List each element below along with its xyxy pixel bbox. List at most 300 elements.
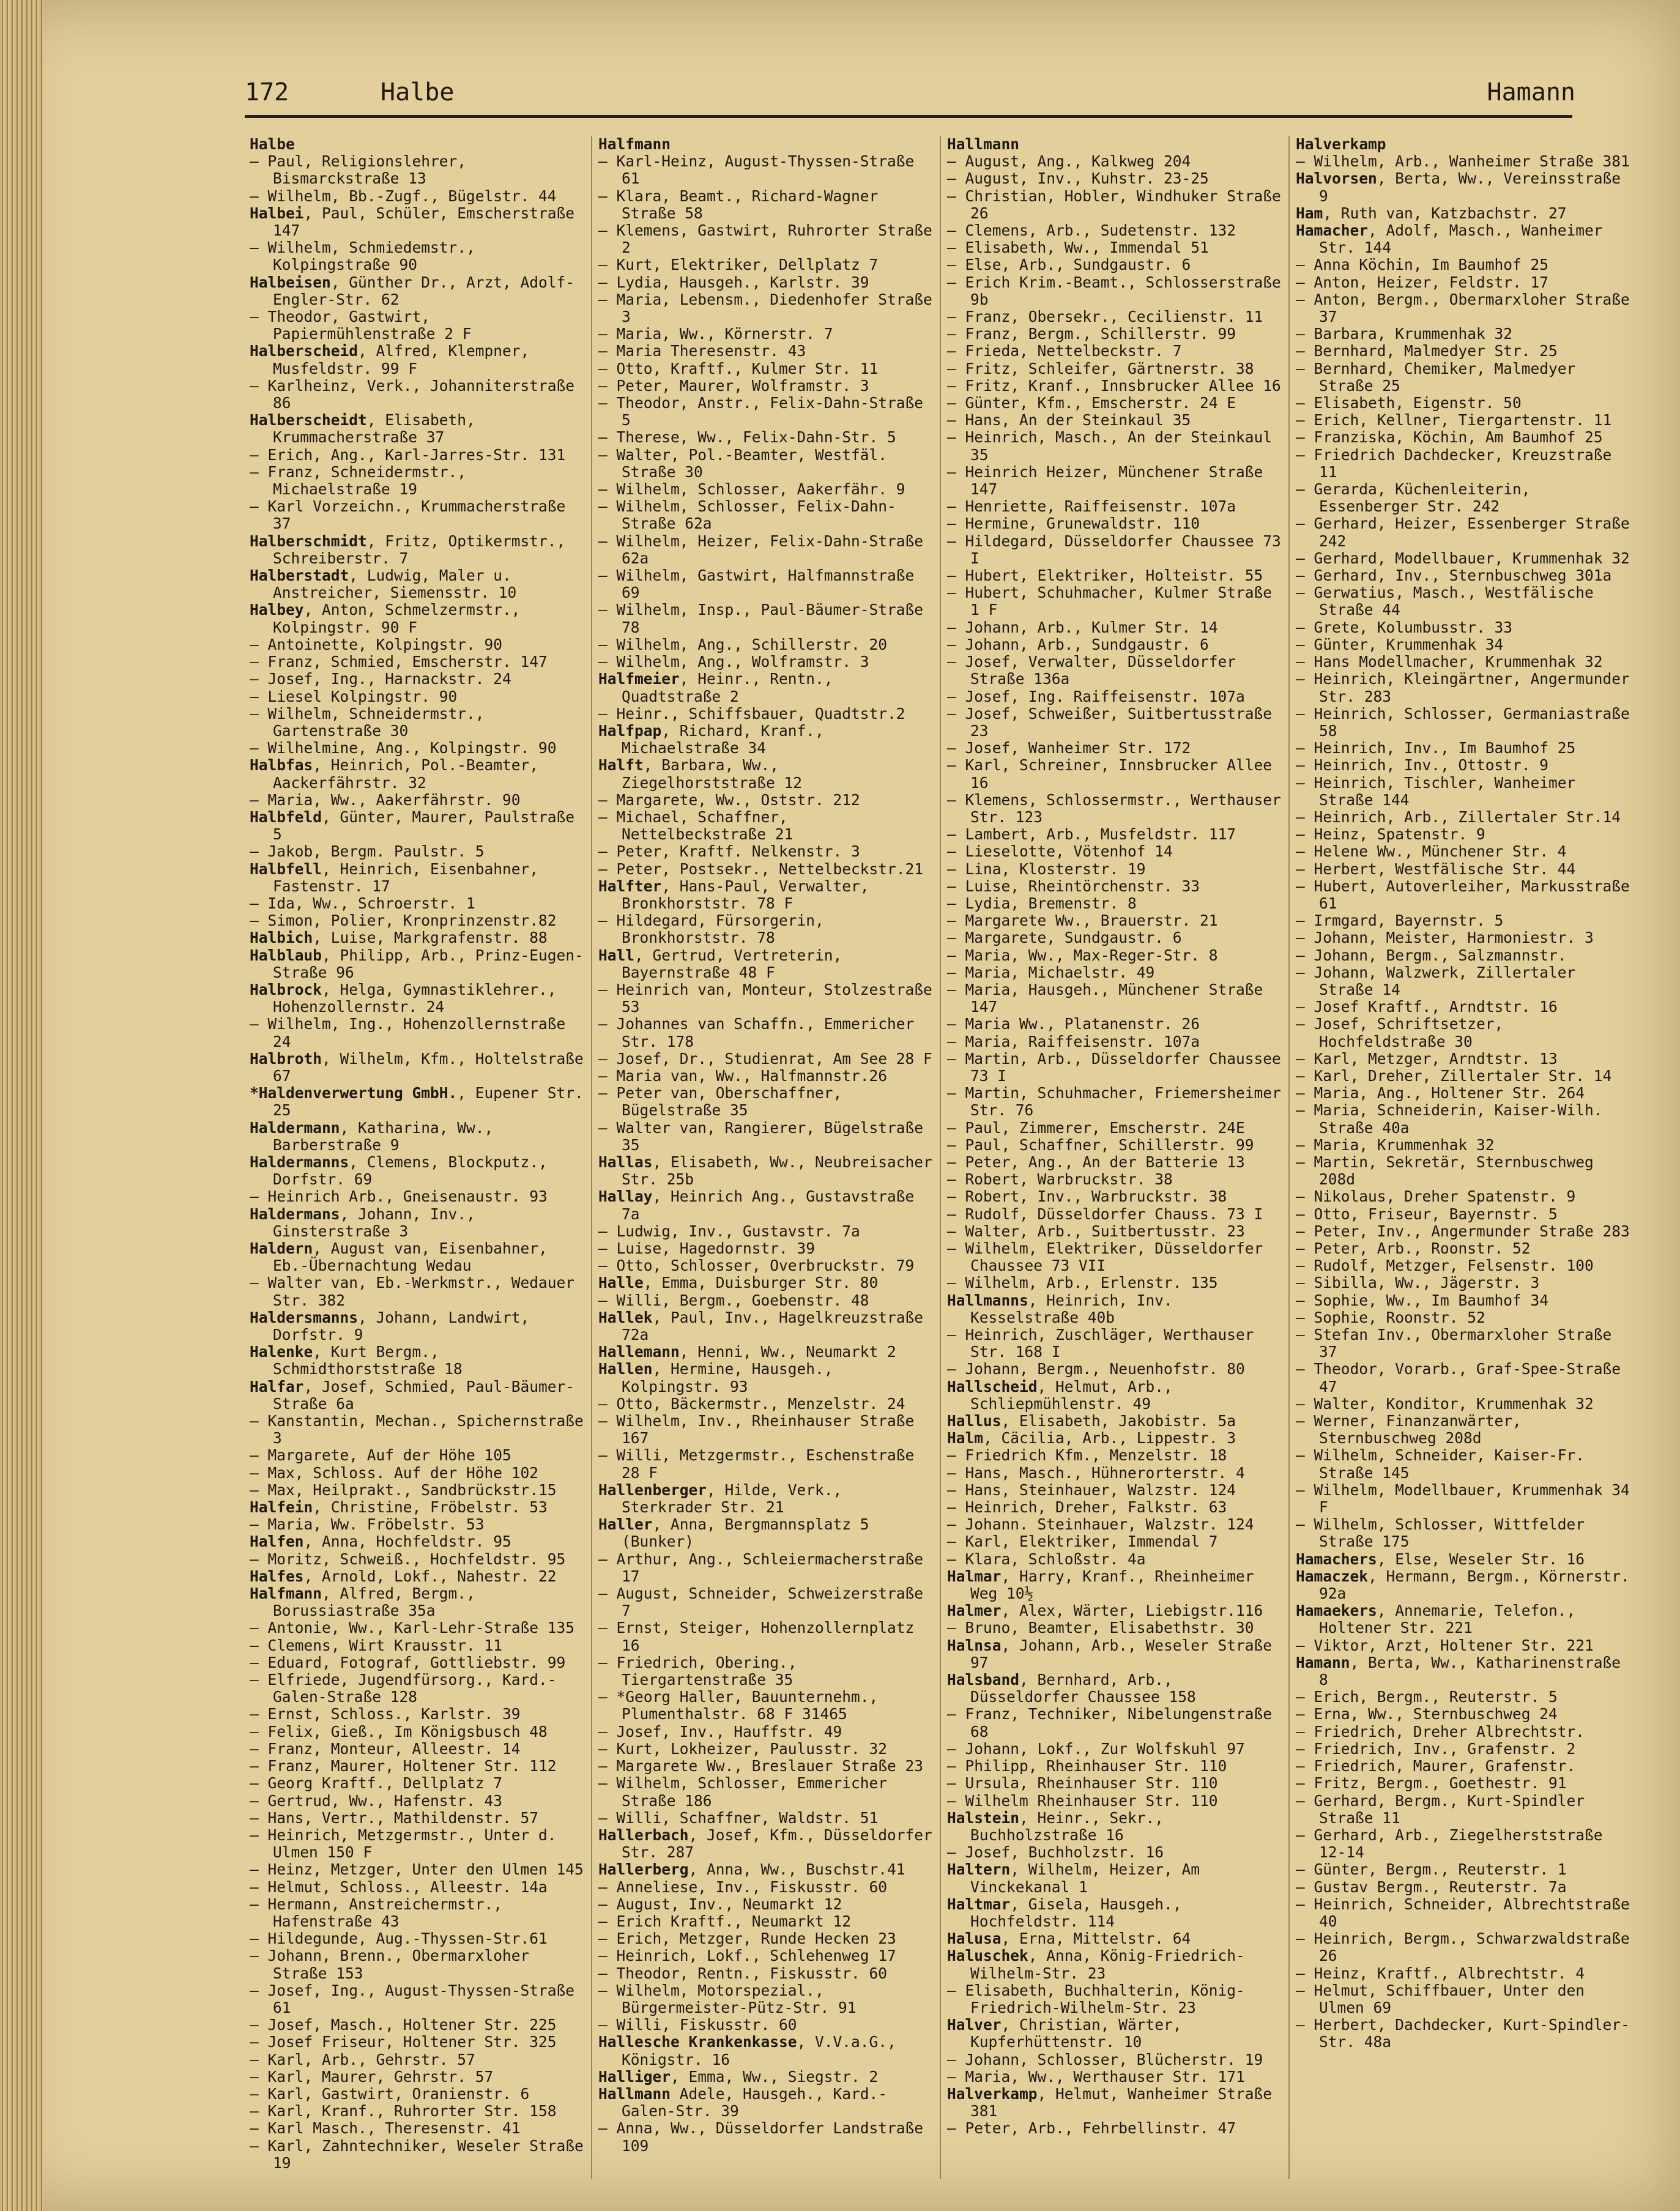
directory-entry: Halberscheid, Alfred, Klempner, Musfeldstr. 99 F (250, 342, 530, 377)
directory-entry: — August, Ang., Kalkweg 204 (947, 152, 1191, 171)
directory-entry: Hallek, Paul, Inv., Hagelkreuzstraße 72a (598, 1308, 924, 1344)
directory-entry: — Erich Krim.-Beamt., Schlosserstraße 9b (947, 273, 1281, 308)
directory-entry: — Josef, Wanheimer Str. 172 (947, 739, 1191, 757)
directory-entry: — Maria van, Ww., Halfmannstr.26 (598, 1066, 888, 1085)
directory-entry: — Karl, Zahntechniker, Weseler Straße 19 (250, 2136, 584, 2172)
directory-entry: — Karlheinz, Verk., Johanniterstraße 86 (250, 376, 575, 412)
directory-entry: — Heinrich, Zuschläger, Werthauser Str. 168 I (947, 1326, 1254, 1361)
directory-entry: Haltern, Wilhelm, Heizer, Am Vinckekanal 1 (947, 1860, 1200, 1896)
directory-column-4 (1296, 136, 1638, 2179)
directory-entry: — Karl, Maurer, Gehrstr. 57 (250, 2067, 494, 2086)
directory-entry: — Franz, Bergm., Schillerstr. 99 (947, 325, 1236, 343)
directory-entry: — Else, Arb., Sundgaustr. 6 (947, 256, 1191, 274)
directory-entry: Halbfas, Heinrich, Pol.-Beamter, Aackerfährstr. 32 (250, 756, 539, 792)
directory-entry: — Wilhelmine, Ang., Kolpingstr. 90 (250, 739, 557, 757)
directory-entry: — Friedrich, Inv., Grafenstr. 2 (1296, 1739, 1576, 1758)
directory-entry: Halfpap, Richard, Kranf., Michaelstraße 34 (598, 721, 824, 757)
directory-entry: — Fritz, Schleifer, Gärtnerstr. 38 (947, 359, 1254, 377)
directory-entry: — Heinrich, Inv., Ottostr. 9 (1296, 756, 1549, 775)
directory-entry: — Frieda, Nettelbeckstr. 7 (947, 342, 1182, 360)
directory-entry: — Wilhelm, Arb., Erlenstr. 135 (947, 1274, 1218, 1292)
directory-entry: — Herbert, Dachdecker, Kurt-Spindler-Str. 48a (1296, 2016, 1630, 2051)
directory-entry: — Friedrich, Dreher Albrechtstr. (1296, 1722, 1585, 1741)
directory-entry: — Georg Kraftf., Dellplatz 7 (250, 1774, 503, 1793)
directory-entry: — Wilhelm, Ang., Schillerstr. 20 (598, 635, 888, 653)
directory-entry: — Maria, Hausgeh., Münchener Straße 147 (947, 980, 1263, 1016)
directory-entry: — Heinrich, Dreher, Falkstr. 63 (947, 1498, 1227, 1517)
directory-entry: — Friedrich Dachdecker, Kreuzstraße 11 (1296, 445, 1612, 481)
directory-entry: — Margarete, Sundgaustr. 6 (947, 929, 1182, 947)
directory-entry: — Karl, Schreiner, Innsbrucker Allee 16 (947, 756, 1273, 792)
directory-entry: — Josef, Verwalter, Düsseldorfer Straße 136a (947, 653, 1236, 688)
directory-entry: — Maria, Schneiderin, Kaiser-Wilh. Straße 40a (1296, 1101, 1603, 1137)
directory-entry: — Margarete, Auf der Höhe 105 (250, 1446, 511, 1465)
directory-entry: Halstein, Heinr., Sekr., Buchholzstraße 16 (947, 1808, 1164, 1844)
directory-entry: — Irmgard, Bayernstr. 5 (1296, 912, 1504, 930)
directory-entry: — Stefan Inv., Obermarxloher Straße 37 (1296, 1326, 1612, 1361)
directory-entry: — Lambert, Arb., Musfeldstr. 117 (947, 825, 1236, 844)
directory-entry: — Hans, An der Steinkaul 35 (947, 411, 1191, 429)
directory-entry: — Wilhelm, Insp., Paul-Bäumer-Straße 78 (598, 601, 924, 636)
directory-entry: — Johann, Meister, Harmoniestr. 3 (1296, 929, 1594, 947)
directory-entry: — Antoinette, Kolpingstr. 90 (250, 635, 503, 653)
directory-entry: — Günter, Kfm., Emscherstr. 24 E (947, 394, 1236, 412)
directory-entry: — Gerarda, Küchenleiterin, Essenberger Str. 242 (1296, 480, 1531, 516)
directory-entry: — Johann, Walzwerk, Zillertaler Straße 14 (1296, 963, 1576, 998)
directory-entry: — Peter, Inv., Angermunder Straße 283 (1296, 1222, 1630, 1240)
directory-entry: — Erich, Ang., Karl-Jarres-Str. 131 (250, 445, 566, 464)
directory-entry: — Maria, Ww., Werthauser Str. 171 (947, 2067, 1245, 2086)
directory-entry: — Willi, Schaffner, Waldstr. 51 (598, 1808, 879, 1827)
directory-entry: Halbey, Anton, Schmelzermstr., Kolpingstr. 90 F (250, 601, 521, 636)
directory-entry: — Elfriede, Jugendfürsorg., Kard.-Galen-Straße 128 (250, 1671, 557, 1706)
directory-entry: — Peter van, Oberschaffner, Bügelstraße 35 (598, 1084, 842, 1120)
directory-entry: Halfar, Josef, Schmied, Paul-Bäumer-Straße 6a (250, 1377, 575, 1413)
directory-entry: — Heinr., Schiffsbauer, Quadtstr.2 (598, 704, 905, 723)
directory-entry: Hallas, Elisabeth, Ww., Neubreisacher Str. 25b (598, 1153, 932, 1189)
directory-entry: Halfmeier, Heinr., Rentn., Quadtstraße 2 (598, 670, 833, 705)
directory-entry: — Gerhard, Bergm., Kurt-Spindler Straße 11 (1296, 1791, 1585, 1827)
directory-entry: — Klemens, Schlossermstr., Werthauser Str. 123 (947, 790, 1281, 826)
directory-entry: — Wilhelm, Schneider, Kaiser-Fr. Straße 145 (1296, 1446, 1585, 1482)
directory-entry: — Heinz, Kraftf., Albrechtstr. 4 (1296, 1964, 1585, 1982)
directory-entry: — Gertrud, Ww., Hafenstr. 43 (250, 1791, 503, 1810)
directory-entry: — Hans, Masch., Hühnerorterstr. 4 (947, 1463, 1245, 1482)
directory-entry: Halfen, Anna, Hochfeldstr. 95 (250, 1533, 511, 1551)
directory-entry: — Lina, Klosterstr. 19 (947, 860, 1146, 878)
directory-entry: — Max, Heilprakt., Sandbrückstr.15 (250, 1481, 557, 1499)
directory-entry: — Josef, Masch., Holtener Str. 225 (250, 2016, 557, 2034)
directory-entry: — Bernhard, Malmedyer Str. 25 (1296, 342, 1558, 360)
directory-entry: — Sophie, Roonstr. 52 (1296, 1308, 1485, 1326)
directory-entry: — Gerhard, Inv., Sternbuschweg 301a (1296, 567, 1612, 585)
directory-entry: — Therese, Ww., Felix-Dahn-Str. 5 (598, 428, 896, 447)
directory-entry: — Wilhelm, Bb.-Zugf., Bügelstr. 44 (250, 187, 557, 205)
directory-entry: — Willi, Fiskusstr. 60 (598, 2016, 797, 2034)
directory-entry: — Erich, Bergm., Reuterstr. 5 (1296, 1688, 1558, 1706)
directory-entry: — Wilhelm, Gastwirt, Halfmannstraße 69 (598, 567, 915, 602)
directory-entry: — Paul, Schaffner, Schillerstr. 99 (947, 1135, 1254, 1154)
directory-entry: — Heinrich, Tischler, Wanheimer Straße 144 (1296, 773, 1576, 809)
directory-entry: — Gerhard, Heizer, Essenberger Straße 242 (1296, 515, 1630, 550)
directory-entry: — Nikolaus, Dreher Spatenstr. 9 (1296, 1187, 1576, 1206)
directory-entry: — Theodor, Gastwirt, Papiermühlenstraße 2 F (250, 308, 472, 343)
directory-entry: — Heinrich Arb., Gneisenaustr. 93 (250, 1187, 548, 1206)
directory-entry: — Franz, Techniker, Nibelungenstraße 68 (947, 1705, 1273, 1741)
directory-entry: Halbeisen, Günther Dr., Arzt, Adolf-Engler-Str. 62 (250, 273, 575, 308)
directory-entry: — Maria, Lebensm., Diedenhofer Straße 3 (598, 290, 932, 326)
directory-entry: Hamaczek, Hermann, Bergm., Körnerstr. 92a (1296, 1567, 1630, 1603)
directory-entry: Hallmann (947, 136, 1020, 153)
directory-entry: — Ernst, Steiger, Hohenzollernplatz 16 (598, 1619, 915, 1654)
directory-entry: — Sophie, Ww., Im Baumhof 34 (1296, 1291, 1549, 1309)
directory-entry: — Otto, Bäckermstr., Menzelstr. 24 (598, 1394, 905, 1413)
directory-entry: — Klara, Beamt., Richard-Wagner Straße 58 (598, 187, 879, 222)
directory-entry: — Moritz, Schweiß., Hochfeldstr. 95 (250, 1550, 566, 1568)
directory-entry: Halbfell, Heinrich, Eisenbahner, Fastenstr. 17 (250, 860, 539, 895)
directory-entry: — Wilhelm, Inv., Rheinhauser Straße 167 (598, 1412, 915, 1447)
directory-entry: — Peter, Postsekr., Nettelbeckstr.21 (598, 860, 924, 878)
directory-entry: — Franz, Schneidermstr., Michaelstraße 19 (250, 463, 467, 499)
directory-column-2 (598, 136, 941, 2179)
directory-entry: Halbrock, Helga, Gymnastiklehrer., Hohenzollernstr. 24 (250, 980, 557, 1016)
directory-entry: — Rudolf, Düsseldorfer Chauss. 73 I (947, 1205, 1263, 1223)
directory-entry: Haldersmanns, Johann, Landwirt, Dorfstr. 9 (250, 1308, 530, 1344)
directory-column-1 (250, 136, 592, 2179)
directory-entry: Halnsa, Johann, Arb., Weseler Straße 97 (947, 1636, 1273, 1671)
directory-entry: Halft, Barbara, Ww., Ziegelhorststraße 12 (598, 756, 803, 792)
directory-entry: — Heinrich, Schneider, Albrechtstraße 40 (1296, 1895, 1630, 1930)
directory-entry: Haldermans, Johann, Inv., Ginsterstraße 3 (250, 1205, 475, 1240)
directory-entry: — Fritz, Kranf., Innsbrucker Allee 16 (947, 376, 1281, 395)
directory-entry: Halm, Cäcilia, Arb., Lippestr. 3 (947, 1429, 1236, 1447)
directory-entry: — Karl Vorzeichn., Krummacherstraße 37 (250, 497, 566, 533)
directory-entry: — Franz, Maurer, Holtener Str. 112 (250, 1757, 557, 1775)
directory-entry: — Martin, Arb., Düsseldorfer Chaussee 73 I (947, 1049, 1281, 1085)
directory-entry: — Karl, Arb., Gehrstr. 57 (250, 2050, 475, 2068)
directory-entry: — Erich, Metzger, Runde Hecken 23 (598, 1930, 896, 1948)
directory-entry: — Liesel Kolpingstr. 90 (250, 687, 458, 705)
directory-entry: — Maria, Ww. Fröbelstr. 53 (250, 1515, 485, 1534)
directory-entry: Halbroth, Wilhelm, Kfm., Holtelstraße 67 (250, 1049, 584, 1085)
directory-entry: — Max, Schloss. Auf der Höhe 102 (250, 1463, 539, 1482)
directory-entry: — Margarete Ww., Brauerstr. 21 (947, 912, 1218, 930)
directory-entry: — Günter, Bergm., Reuterstr. 1 (1296, 1860, 1567, 1879)
directory-entry: — Sibilla, Ww., Jägerstr. 3 (1296, 1274, 1540, 1292)
directory-entry: — Helmut, Schloss., Alleestr. 14a (250, 1878, 548, 1896)
directory-entry: — Felix, Gieß., Im Königsbusch 48 (250, 1722, 548, 1741)
directory-entry: Hamachers, Else, Weseler Str. 16 (1296, 1550, 1585, 1568)
directory-entry: Hallen, Hermine, Hausgeh., Kolpingstr. 93 (598, 1360, 833, 1395)
directory-entry: Halfmann (598, 136, 671, 153)
directory-entry: — Josef, Dr., Studienrat, Am See 28 F (598, 1049, 932, 1068)
directory-entry: — Friedrich Kfm., Menzelstr. 18 (947, 1446, 1227, 1465)
directory-entry: — August, Schneider, Schweizerstraße 7 (598, 1585, 924, 1620)
directory-entry: — Erna, Ww., Sternbuschweg 24 (1296, 1705, 1558, 1723)
directory-entry: Hallmanns, Heinrich, Inv. Kesselstraße 40b (947, 1291, 1173, 1326)
directory-entry: — Lydia, Hausgeh., Karlstr. 39 (598, 273, 869, 291)
directory-entry: — Wilhelm, Schmiedemstr., Kolpingstraße 90 (250, 239, 475, 274)
directory-entry: Hallemann, Henni, Ww., Neumarkt 2 (598, 1343, 896, 1361)
directory-entry: — Grete, Kolumbusstr. 33 (1296, 618, 1513, 636)
directory-entry: — Robert, Warbruckstr. 38 (947, 1170, 1173, 1189)
directory-entry: — Günter, Krummenhak 34 (1296, 635, 1504, 653)
directory-entry: Halenke, Kurt Bergm., Schmidthorststraße 18 (250, 1343, 463, 1378)
directory-entry: Hamacher, Adolf, Masch., Wanheimer Str. 144 (1296, 221, 1603, 257)
directory-column-3 (947, 136, 1290, 2179)
directory-entry: — Walter, Konditor, Krummenhak 32 (1296, 1394, 1594, 1413)
directory-entry: — Peter, Maurer, Wolframstr. 3 (598, 376, 869, 395)
directory-entry: — Paul, Zimmerer, Emscherstr. 24E (947, 1118, 1245, 1137)
directory-entry: Halmer, Alex, Wärter, Liebigstr.116 (947, 1602, 1263, 1620)
directory-entry: — Josef, Inv., Hauffstr. 49 (598, 1722, 842, 1741)
directory-entry: — Hildegard, Düsseldorfer Chaussee 73 I (947, 532, 1281, 567)
directory-entry: — Heinrich Heizer, Münchener Straße 147 (947, 463, 1263, 499)
directory-entry: — Maria, Ww., Aakerfährstr. 90 (250, 790, 521, 809)
directory-entry: — Henriette, Raiffeisenstr. 107a (947, 497, 1236, 516)
directory-entry: — Gerhard, Arb., Ziegelherststraße 12-14 (1296, 1826, 1603, 1862)
directory-entry: Haldermanns, Clemens, Blockputz., Dorfstr. 69 (250, 1153, 548, 1189)
directory-entry: — Heinrich, Metzgermstr., Unter d. Ulmen 150 F (250, 1826, 557, 1862)
directory-entry: — Hans, Vertr., Mathildenstr. 57 (250, 1808, 539, 1827)
directory-entry: — Heinrich, Bergm., Schwarzwaldstraße 26 (1296, 1930, 1630, 1965)
directory-entry: — Wilhelm, Heizer, Felix-Dahn-Straße 62a (598, 532, 924, 567)
directory-entry: — Josef, Schweißer, Suitbertusstraße 23 (947, 704, 1273, 740)
directory-entry: — Luise, Rheintörchenstr. 33 (947, 877, 1200, 895)
directory-entry: — Wilhelm, Arb., Wanheimer Straße 381 (1296, 152, 1630, 171)
directory-entry: — Robert, Inv., Warbruckstr. 38 (947, 1187, 1227, 1206)
directory-entry: — Walter, Pol.-Beamter, Westfäl. Straße 30 (598, 445, 888, 481)
directory-entry: — Martin, Schuhmacher, Friemersheimer Str. 76 (947, 1084, 1281, 1120)
directory-entry: — Philipp, Rheinhauser Str. 110 (947, 1757, 1227, 1775)
directory-entry: — Karl Masch., Theresenstr. 41 (250, 2119, 521, 2138)
directory-entry: — Otto, Schlosser, Overbruckstr. 79 (598, 1257, 915, 1275)
directory-entry: — Maria, Ww., Max-Reger-Str. 8 (947, 946, 1218, 964)
directory-entry: — Franz, Monteur, Alleestr. 14 (250, 1739, 521, 1758)
directory-entry: Hallscheid, Helmut, Arb., Schliepmühlenstr. 49 (947, 1377, 1173, 1413)
directory-entry: — Friedrich, Obering., Tiergartenstraße 35 (598, 1653, 797, 1689)
directory-entry: Halbei, Paul, Schüler, Emscherstraße 147 (250, 204, 575, 240)
directory-entry: — Wilhelm, Schneidermstr., Gartenstraße 30 (250, 704, 485, 740)
directory-entry: — Gerwatius, Masch., Westfälische Straße 44 (1296, 584, 1594, 619)
directory-entry: — Karl-Heinz, August-Thyssen-Straße 61 (598, 152, 915, 188)
directory-entry: — Theodor, Vorarb., Graf-Spee-Straße 47 (1296, 1360, 1621, 1395)
directory-entry: — Ernst, Schloss., Karlstr. 39 (250, 1705, 521, 1723)
directory-entry: — Wilhelm, Schlosser, Felix-Dahn-Straße 62a (598, 497, 896, 533)
directory-entry: Hallerberg, Anna, Ww., Buschstr.41 (598, 1860, 905, 1879)
directory-entry: — Heinz, Metzger, Unter den Ulmen 145 (250, 1860, 584, 1879)
directory-entry: — Franz, Schmied, Emscherstr. 147 (250, 653, 548, 671)
directory-entry: — Karl, Gastwirt, Oranienstr. 6 (250, 2084, 530, 2103)
directory-entry: Halver, Christian, Wärter, Kupferhüttenstr. 10 (947, 2016, 1182, 2051)
directory-entry: — Anton, Bergm., Obermarxloher Straße 37 (1296, 290, 1630, 326)
book-page-edges (0, 0, 43, 2211)
directory-entry: Haluschek, Anna, König-Friedrich-Wilhelm-Str. 23 (947, 1947, 1245, 1982)
directory-entry: Hallenberger, Hilde, Verk., Sterkrader Str. 21 (598, 1481, 842, 1517)
directory-entry: — Martin, Sekretär, Sternbuschweg 208d (1296, 1153, 1594, 1189)
directory-entry: — Herbert, Westfälische Str. 44 (1296, 860, 1576, 878)
column-divider (1288, 136, 1290, 2179)
directory-entry: — Josef Friseur, Holtener Str. 325 (250, 2033, 557, 2051)
directory-entry: Haldermann, Katharina, Ww., Barberstraße 9 (250, 1118, 494, 1154)
directory-entry: Halsband, Bernhard, Arb., Düsseldorfer Chaussee 158 (947, 1671, 1196, 1706)
directory-entry: Halbfeld, Günter, Maurer, Paulstraße 5 (250, 808, 575, 844)
directory-entry: Halbe (250, 136, 295, 153)
directory-entry: — Kanstantin, Mechan., Spichernstraße 3 (250, 1412, 584, 1447)
directory-entry: — Johann, Lokf., Zur Wolfskuhl 97 (947, 1739, 1245, 1758)
directory-entry: — Michael, Schaffner, Nettelbeckstraße 21 (598, 808, 794, 844)
directory-entry: — Wilhelm, Elektriker, Düsseldorfer Chaussee 73 VII (947, 1239, 1263, 1275)
directory-entry: Halusa, Erna, Mittelstr. 64 (947, 1930, 1191, 1948)
directory-entry: — Hermine, Grunewaldstr. 110 (947, 515, 1200, 533)
directory-entry: — Werner, Finanzanwärter, Sternbuschweg 208d (1296, 1412, 1522, 1447)
directory-entry: — Viktor, Arzt, Holtener Str. 221 (1296, 1636, 1594, 1654)
directory-entry: — Josef, Ing., August-Thyssen-Straße 61 (250, 1981, 575, 2016)
directory-entry: — Kurt, Lokheizer, Paulusstr. 32 (598, 1739, 888, 1758)
directory-entry: Hallus, Elisabeth, Jakobistr. 5a (947, 1412, 1236, 1430)
directory-entry: — Hubert, Schuhmacher, Kulmer Straße 1 F (947, 584, 1273, 619)
directory-entry: — Elisabeth, Eigenstr. 50 (1296, 394, 1522, 412)
directory-entry: — Walter van, Eb.-Werkmstr., Wedauer Str. 382 (250, 1274, 575, 1309)
directory-entry: — Heinrich, Inv., Im Baumhof 25 (1296, 739, 1576, 757)
directory-entry: — Otto, Friseur, Bayernstr. 5 (1296, 1205, 1558, 1223)
directory-entry: — Gustav Bergm., Reuterstr. 7a (1296, 1878, 1567, 1896)
directory-entry: — Johann, Bergm., Neuenhofstr. 80 (947, 1360, 1245, 1378)
directory-entry: Halmar, Harry, Kranf., Rheinheimer Weg 10½ (947, 1567, 1254, 1603)
directory-entry: Halbich, Luise, Markgrafenstr. 88 (250, 929, 548, 947)
directory-entry: *Haldenverwertung GmbH., Eupener Str. 25 (250, 1084, 584, 1120)
directory-entry: — Heinrich, Schlosser, Germaniastraße 58 (1296, 704, 1630, 740)
directory-entry: — Bernhard, Chemiker, Malmedyer Straße 25 (1296, 359, 1576, 395)
directory-entry: — Hans Modellmacher, Krummenhak 32 (1296, 653, 1603, 671)
directory-entry: — Anna Köchin, Im Baumhof 25 (1296, 256, 1549, 274)
directory-entry: — Theodor, Rentn., Fiskusstr. 60 (598, 1964, 888, 1982)
directory-entry: — Hermann, Anstreichermstr., Hafenstraße 43 (250, 1895, 503, 1930)
directory-entry: — Josef, Ing. Raiffeisenstr. 107a (947, 687, 1245, 705)
header-keyword-right: Hamann (1487, 78, 1575, 106)
directory-entry: — Maria, Michaelstr. 49 (947, 963, 1155, 981)
directory-entry: — Eduard, Fotograf, Gottliebstr. 99 (250, 1653, 566, 1671)
directory-entry: — Heinrich van, Monteur, Stolzestraße 53 (598, 980, 932, 1016)
directory-entry: — Jakob, Bergm. Paulstr. 5 (250, 842, 485, 861)
directory-entry: — Anneliese, Inv., Fiskusstr. 60 (598, 1878, 888, 1896)
directory-entry: Hamaekers, Annemarie, Telefon., Holtener Str. 221 (1296, 1602, 1576, 1637)
directory-entry: — Johann, Bergm., Salzmannstr. (1296, 946, 1567, 964)
directory-entry: Hallay, Heinrich Ang., Gustavstraße 7a (598, 1187, 915, 1223)
directory-entry: — Johann, Arb., Sundgaustr. 6 (947, 635, 1209, 653)
directory-entry: — Wilhelm, Ang., Wolframstr. 3 (598, 653, 869, 671)
directory-entry: — Hildegard, Fürsorgerin, Bronkhorststr. 78 (598, 912, 824, 947)
directory-entry: — Ludwig, Inv., Gustavstr. 7a (598, 1222, 860, 1240)
directory-entry: — Ida, Ww., Schroerstr. 1 (250, 894, 475, 912)
directory-entry: — Johann. Steinhauer, Walzstr. 124 (947, 1515, 1254, 1534)
directory-entry: — Helene Ww., Münchener Str. 4 (1296, 842, 1567, 861)
directory-entry: — Karl, Dreher, Zillertaler Str. 14 (1296, 1066, 1612, 1085)
directory-entry: — Heinrich, Masch., An der Steinkaul 35 (947, 428, 1273, 464)
directory-entry: — Antonie, Ww., Karl-Lehr-Straße 135 (250, 1619, 575, 1637)
directory-entry: — Heinrich, Arb., Zillertaler Str.14 (1296, 808, 1621, 826)
directory-entry: — Wilhelm Rheinhauser Str. 110 (947, 1791, 1218, 1810)
directory-entry: — Johannes van Schaffn., Emmericher Str. 178 (598, 1015, 915, 1050)
directory-entry: — Hans, Steinhauer, Walzstr. 124 (947, 1481, 1236, 1499)
directory-entry: Halle, Emma, Duisburger Str. 80 (598, 1274, 879, 1292)
directory-entry: — Walter van, Rangierer, Bügelstraße 35 (598, 1118, 924, 1154)
directory-entry: — Elisabeth, Buchhalterin, König-Friedrich-Wilhelm-Str. 23 (947, 1981, 1245, 2016)
directory-entry: — Margarete, Ww., Oststr. 212 (598, 790, 860, 809)
directory-entry: — Lieselotte, Vötenhof 14 (947, 842, 1173, 861)
directory-entry: Hallmann Adele, Hausgeh., Kard.-Galen-Str. 39 (598, 2084, 888, 2120)
directory-entry: — Arthur, Ang., Schleiermacherstraße 17 (598, 1550, 924, 1585)
directory-entry: — Bruno, Beamter, Elisabethstr. 30 (947, 1619, 1254, 1637)
directory-entry: Hallerbach, Josef, Kfm., Düsseldorfer Str. 287 (598, 1826, 932, 1862)
directory-entry: — Josef, Ing., Harnackstr. 24 (250, 670, 511, 688)
directory-entry: Halvorsen, Berta, Ww., Vereinsstraße 9 (1296, 169, 1621, 205)
directory-entry: Halberscheidt, Elisabeth, Krummacherstraße 37 (250, 411, 475, 447)
directory-entry: — Kurt, Elektriker, Dellplatz 7 (598, 256, 879, 274)
directory-entry: Halliger, Emma, Ww., Siegstr. 2 (598, 2067, 879, 2086)
directory-entry: — Otto, Kraftf., Kulmer Str. 11 (598, 359, 879, 377)
directory-entry: — August, Inv., Kuhstr. 23-25 (947, 169, 1209, 188)
directory-entry: Halfter, Hans-Paul, Verwalter, Bronkhorststr. 78 F (598, 877, 869, 912)
directory-entry: — Josef Kraftf., Arndtstr. 16 (1296, 998, 1558, 1016)
directory-entry: — Willi, Metzgermstr., Eschenstraße 28 F (598, 1446, 915, 1482)
directory-entry: — Peter, Ang., An der Batterie 13 (947, 1153, 1245, 1171)
directory-entry: — Maria, Raiffeisenstr. 107a (947, 1032, 1200, 1050)
directory-entry: — Rudolf, Metzger, Felsenstr. 100 (1296, 1257, 1594, 1275)
directory-entry: — Johann, Brenn., Obermarxloher Straße 153 (250, 1947, 530, 1982)
directory-entry: — *Georg Haller, Bauunternehm., Plumenthalstr. 68 F 31465 (598, 1688, 879, 1723)
directory-entry: — Heinz, Spatenstr. 9 (1296, 825, 1485, 844)
column-divider (591, 136, 592, 2179)
directory-entry: — Wilhelm, Schlosser, Emmericher Straße 186 (598, 1774, 888, 1810)
directory-entry: Halberstadt, Ludwig, Maler u. Anstreicher, Siemensstr. 10 (250, 567, 517, 602)
directory-entry: — Willi, Bergm., Goebenstr. 48 (598, 1291, 869, 1309)
directory-entry: — Peter, Arb., Fehrbellinstr. 47 (947, 2119, 1236, 2138)
directory-entry: Haller, Anna, Bergmannsplatz 5 (Bunker) (598, 1515, 869, 1551)
directory-entry: — Peter, Arb., Roonstr. 52 (1296, 1239, 1531, 1257)
directory-entry: — Luise, Hagedornstr. 39 (598, 1239, 816, 1257)
directory-entry: Halfes, Arnold, Lokf., Nahestr. 22 (250, 1567, 557, 1585)
directory-entry: Halfmann, Alfred, Bergm., Borussiastraße 35a (250, 1585, 475, 1620)
directory-entry: — Maria, Ww., Körnerstr. 7 (598, 325, 833, 343)
directory-entry: Ham, Ruth van, Katzbachstr. 27 (1296, 204, 1567, 222)
directory-entry: — Elisabeth, Ww., Immendal 51 (947, 239, 1209, 257)
directory-entry: — Anton, Heizer, Feldstr. 17 (1296, 273, 1549, 291)
directory-entry: — Wilhelm, Ing., Hohenzollernstraße 24 (250, 1015, 566, 1050)
header-rule (245, 115, 1572, 118)
directory-entry: — Barbara, Krummenhak 32 (1296, 325, 1513, 343)
directory-entry: Haldern, August van, Eisenbahner, Eb.-Übernachtung Wedau (250, 1239, 548, 1275)
directory-entry: — Karl, Kranf., Ruhrorter Str. 158 (250, 2102, 557, 2120)
directory-entry: — Clemens, Arb., Sudetenstr. 132 (947, 221, 1236, 240)
directory-entry: — Anna, Ww., Düsseldorfer Landstraße 109 (598, 2119, 924, 2155)
directory-entry: — Theodor, Anstr., Felix-Dahn-Straße 5 (598, 394, 924, 429)
directory-entry: — Christian, Hobler, Windhuker Straße 26 (947, 187, 1281, 222)
directory-entry: Halfein, Christine, Fröbelstr. 53 (250, 1498, 548, 1517)
directory-entry: — Erich Kraftf., Neumarkt 12 (598, 1912, 852, 1930)
directory-entry: — Franz, Obersekr., Cecilienstr. 11 (947, 308, 1263, 326)
directory-entry: Hallesche Krankenkasse, V.V.a.G., Königstr. 16 (598, 2033, 896, 2068)
directory-entry: — Johann, Arb., Kulmer Str. 14 (947, 618, 1218, 636)
directory-entry: Halblaub, Philipp, Arb., Prinz-Eugen-Straße 96 (250, 946, 584, 981)
directory-entry: — Heinrich, Kleingärtner, Angermunder Str. 283 (1296, 670, 1630, 705)
directory-entry: — Maria Theresenstr. 43 (598, 342, 806, 360)
directory-entry: — Helmut, Schiffbauer, Unter den Ulmen 69 (1296, 1981, 1585, 2016)
directory-entry: — Hubert, Autoverleiher, Markusstraße 61 (1296, 877, 1630, 912)
directory-entry: — Johann, Schlosser, Blücherstr. 19 (947, 2050, 1263, 2068)
directory-entry: — Josef, Schriftsetzer, Hochfeldstraße 30 (1296, 1015, 1504, 1050)
directory-entry: — Gerhard, Modellbauer, Krummenhak 32 (1296, 549, 1630, 567)
